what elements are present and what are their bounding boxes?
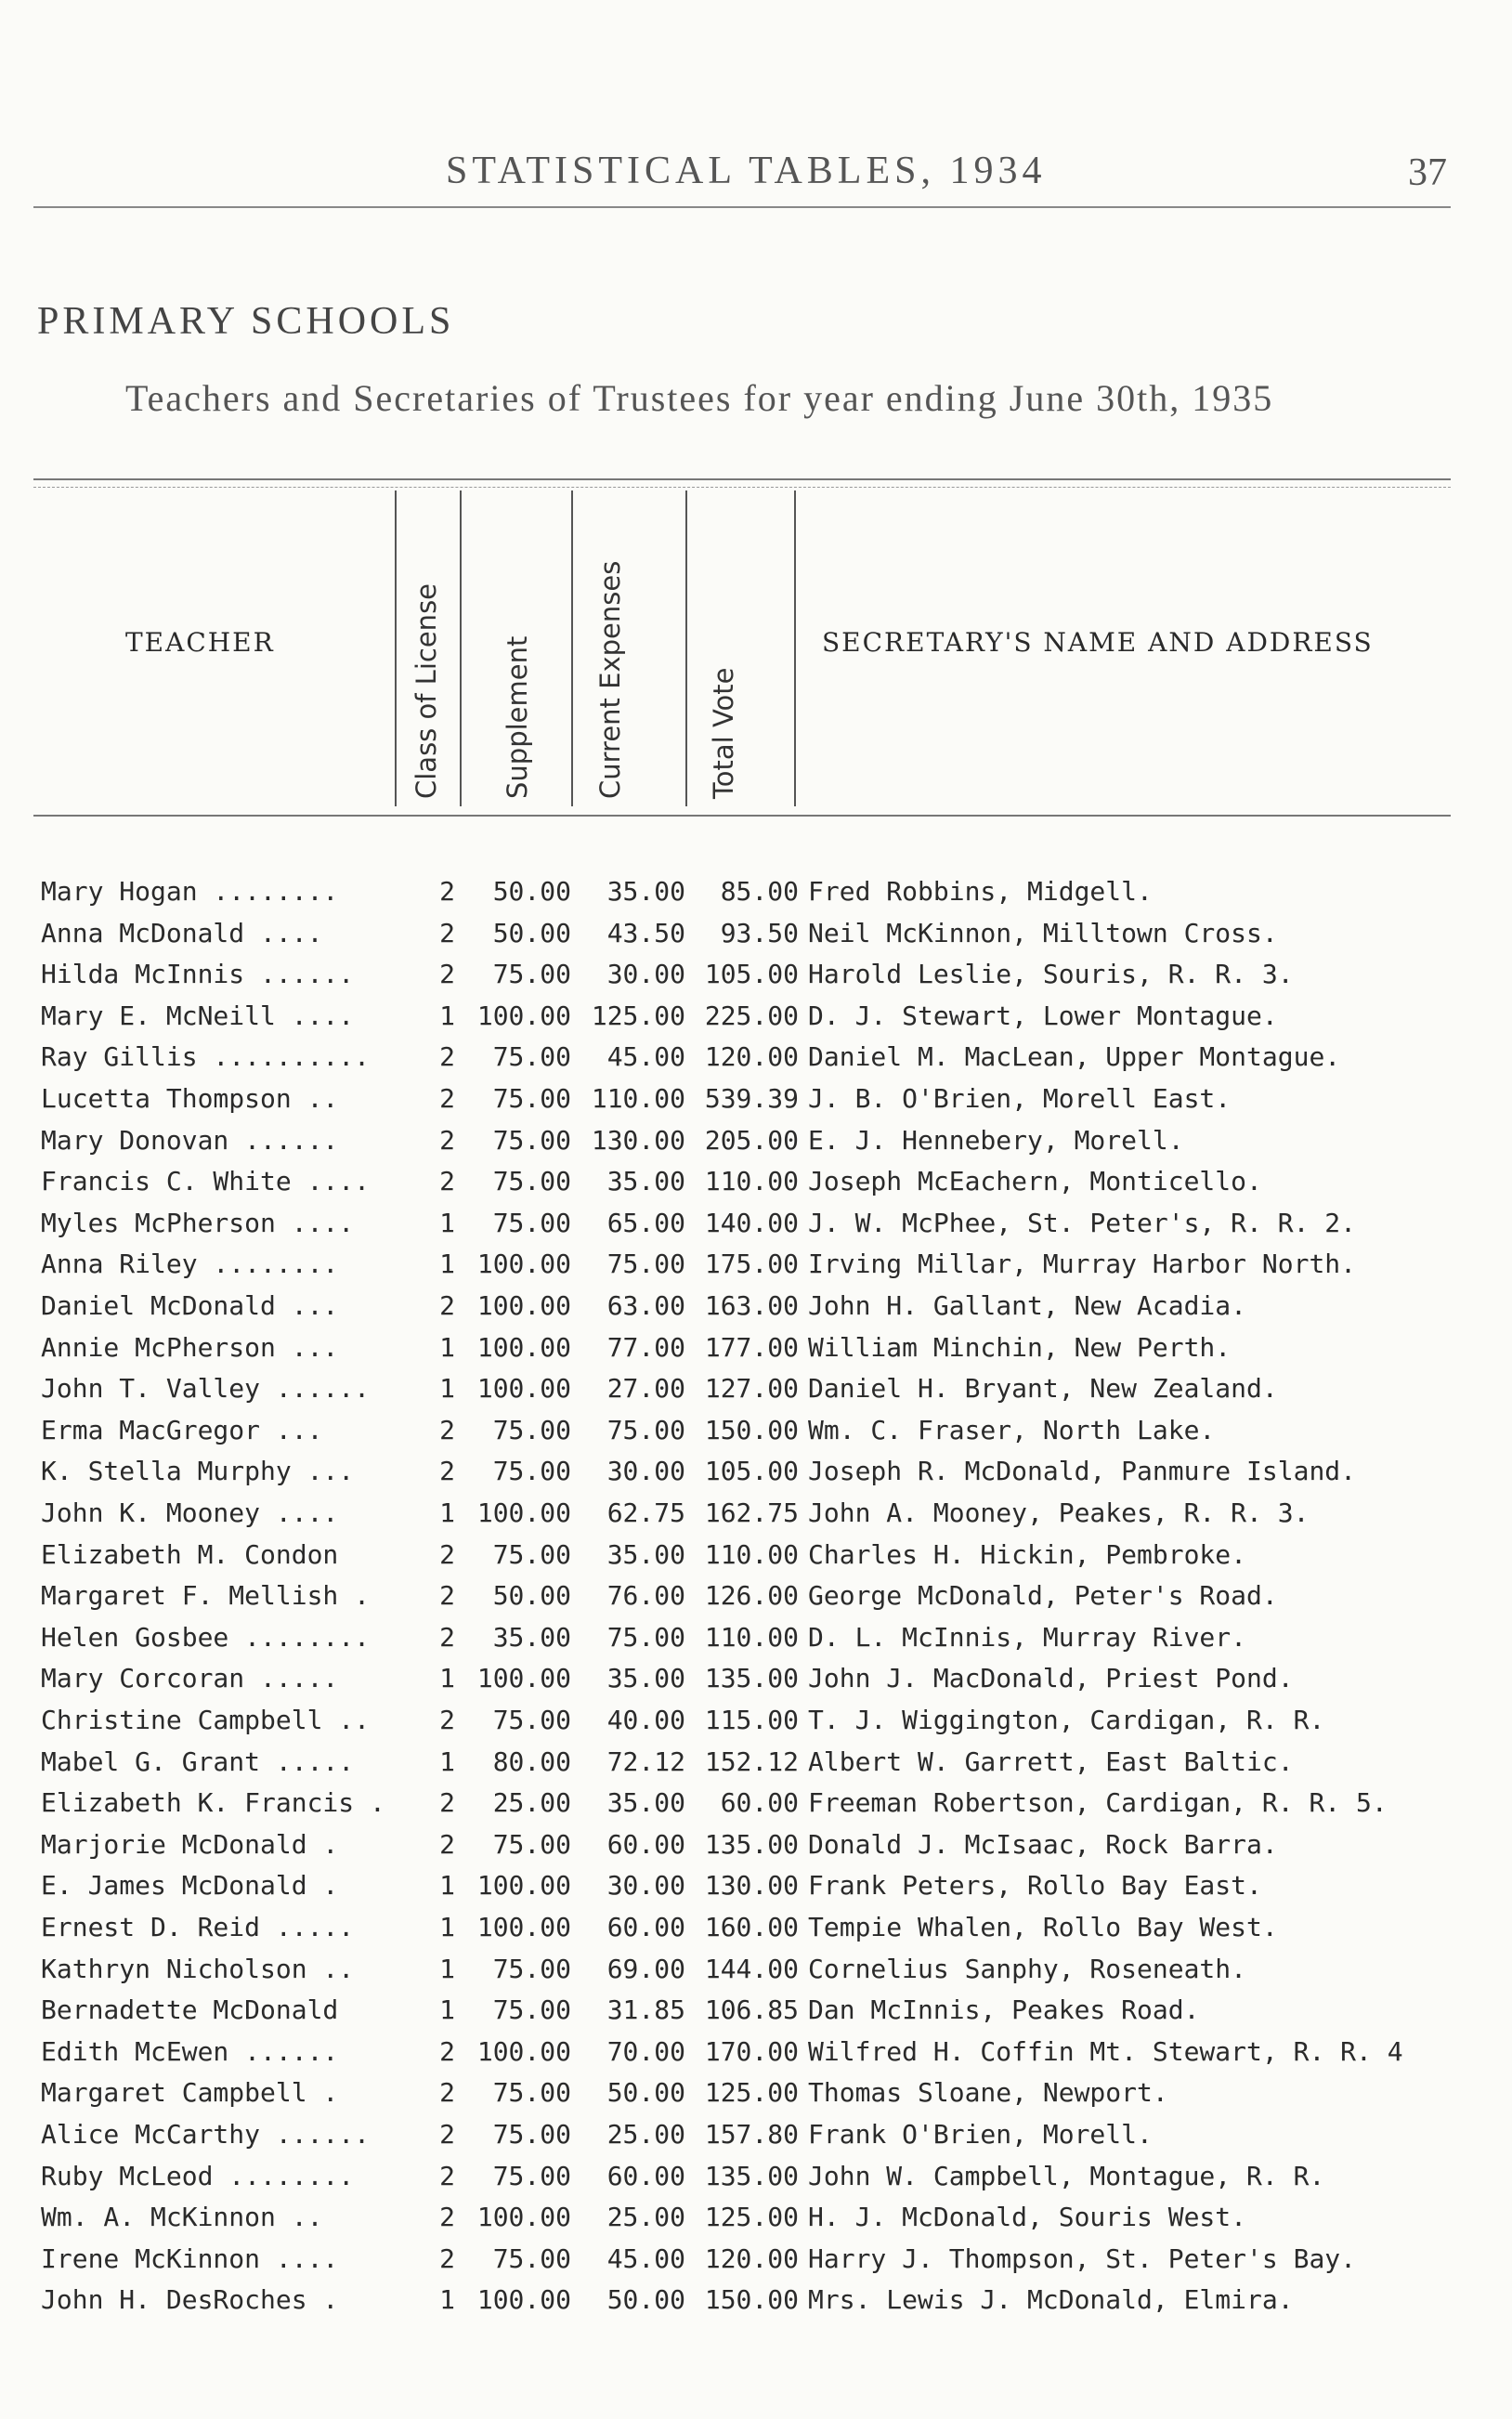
class-of-license-value: 1 bbox=[439, 1373, 455, 1405]
secretary-name-address: John W. Campbell, Montague, R. R. bbox=[808, 2160, 1325, 2191]
current-expenses-value: 70.00 bbox=[606, 2035, 685, 2067]
table-header-bottom-rule bbox=[33, 815, 1451, 817]
class-of-license-value: 1 bbox=[439, 1663, 455, 1694]
column-divider bbox=[395, 490, 397, 806]
teacher-name: Lucetta Thompson .. bbox=[41, 1083, 339, 1114]
column-header-teacher: TEACHER bbox=[125, 627, 275, 658]
class-of-license-value: 2 bbox=[439, 2035, 455, 2067]
column-header-current-expenses: Current Expenses bbox=[594, 560, 626, 799]
class-of-license-value: 1 bbox=[439, 1331, 455, 1363]
column-header-supplement: Supplement bbox=[502, 635, 533, 799]
secretary-name-address: Daniel M. MacLean, Upper Montague. bbox=[808, 1041, 1341, 1073]
column-divider bbox=[571, 490, 573, 806]
teacher-name: Kathryn Nicholson .. bbox=[41, 1953, 355, 1984]
supplement-value: 75.00 bbox=[492, 2242, 571, 2274]
table-row bbox=[0, 2239, 1512, 2280]
total-vote-value: 539.39 bbox=[704, 1083, 799, 1114]
secretary-name-address: Frank Peters, Rollo Bay East. bbox=[808, 1870, 1262, 1902]
teacher-name: Bernadette McDonald bbox=[41, 1994, 339, 2026]
supplement-value: 75.00 bbox=[492, 2077, 571, 2109]
secretary-name-address: Thomas Sloane, Newport. bbox=[808, 2077, 1168, 2109]
supplement-value: 100.00 bbox=[476, 1373, 571, 1405]
column-header-total-vote: Total Vote bbox=[708, 667, 739, 799]
supplement-value: 25.00 bbox=[492, 1787, 571, 1819]
class-of-license-value: 2 bbox=[439, 1705, 455, 1735]
table-row bbox=[0, 1120, 1512, 1161]
class-of-license-value: 1 bbox=[439, 1000, 455, 1031]
class-of-license-value: 2 bbox=[439, 1580, 455, 1612]
supplement-value: 100.00 bbox=[476, 1000, 571, 1031]
table-row bbox=[0, 1451, 1512, 1492]
current-expenses-value: 130.00 bbox=[591, 1124, 685, 1156]
secretary-name-address: Mrs. Lewis J. McDonald, Elmira. bbox=[808, 2284, 1294, 2316]
table-row bbox=[0, 1700, 1512, 1741]
total-vote-value: 125.00 bbox=[704, 2202, 799, 2233]
total-vote-value: 225.00 bbox=[704, 1000, 799, 1031]
supplement-value: 75.00 bbox=[492, 1414, 571, 1445]
teacher-name: Annie McPherson ... bbox=[41, 1331, 339, 1363]
total-vote-value: 157.80 bbox=[704, 2119, 799, 2150]
total-vote-value: 105.00 bbox=[704, 1456, 799, 1487]
total-vote-value: 126.00 bbox=[704, 1580, 799, 1612]
teacher-name: Irene McKinnon .... bbox=[41, 2242, 339, 2274]
table-row bbox=[0, 1907, 1512, 1948]
total-vote-value: 106.85 bbox=[704, 1994, 799, 2026]
secretary-name-address: D. J. Stewart, Lower Montague. bbox=[808, 1000, 1278, 1031]
teacher-name: Mabel G. Grant ..... bbox=[41, 1746, 355, 1777]
class-of-license-value: 2 bbox=[439, 1787, 455, 1819]
supplement-value: 75.00 bbox=[492, 1994, 571, 2026]
teacher-name: John K. Mooney .... bbox=[41, 1497, 339, 1528]
supplement-value: 75.00 bbox=[492, 1166, 571, 1197]
table-row bbox=[0, 2032, 1512, 2072]
supplement-value: 100.00 bbox=[476, 1912, 571, 1942]
column-header-secretary: SECRETARY'S NAME AND ADDRESS bbox=[822, 627, 1374, 658]
supplement-value: 75.00 bbox=[492, 1538, 571, 1570]
class-of-license-value: 1 bbox=[439, 1912, 455, 1942]
class-of-license-value: 1 bbox=[439, 1497, 455, 1528]
total-vote-value: 130.00 bbox=[704, 1870, 799, 1902]
table-row bbox=[0, 1535, 1512, 1576]
table-row bbox=[0, 954, 1512, 995]
teacher-name: Ernest D. Reid ..... bbox=[41, 1912, 355, 1942]
supplement-value: 50.00 bbox=[492, 1580, 571, 1612]
supplement-value: 75.00 bbox=[492, 1083, 571, 1114]
current-expenses-value: 35.00 bbox=[606, 1663, 685, 1694]
teacher-name: Christine Campbell .. bbox=[41, 1705, 371, 1735]
current-expenses-value: 25.00 bbox=[606, 2202, 685, 2233]
secretary-name-address: Harold Leslie, Souris, R. R. 3. bbox=[808, 959, 1294, 990]
current-expenses-value: 27.00 bbox=[606, 1373, 685, 1405]
secretary-name-address: T. J. Wiggington, Cardigan, R. R. bbox=[808, 1705, 1325, 1735]
current-expenses-value: 75.00 bbox=[606, 1621, 685, 1653]
total-vote-value: 93.50 bbox=[720, 917, 799, 948]
supplement-value: 75.00 bbox=[492, 1953, 571, 1984]
supplement-value: 75.00 bbox=[492, 1705, 571, 1735]
total-vote-value: 140.00 bbox=[704, 1207, 799, 1238]
secretary-name-address: Neil McKinnon, Milltown Cross. bbox=[808, 917, 1278, 948]
total-vote-value: 85.00 bbox=[720, 876, 799, 907]
current-expenses-value: 62.75 bbox=[606, 1497, 685, 1528]
secretary-name-address: J. B. O'Brien, Morell East. bbox=[808, 1083, 1232, 1114]
supplement-value: 35.00 bbox=[492, 1621, 571, 1653]
page-number: 37 bbox=[1408, 151, 1447, 194]
teacher-name: Mary E. McNeill .... bbox=[41, 1000, 355, 1031]
total-vote-value: 144.00 bbox=[704, 1953, 799, 1984]
table-row bbox=[0, 1368, 1512, 1409]
class-of-license-value: 2 bbox=[439, 2202, 455, 2233]
total-vote-value: 120.00 bbox=[704, 1041, 799, 1073]
supplement-value: 100.00 bbox=[476, 1249, 571, 1280]
teacher-name: Margaret F. Mellish . bbox=[41, 1580, 371, 1612]
supplement-value: 100.00 bbox=[476, 1290, 571, 1321]
table-row bbox=[0, 1783, 1512, 1824]
current-expenses-value: 69.00 bbox=[606, 1953, 685, 1984]
total-vote-value: 152.12 bbox=[704, 1746, 799, 1777]
class-of-license-value: 2 bbox=[439, 1083, 455, 1114]
current-expenses-value: 76.00 bbox=[606, 1580, 685, 1612]
total-vote-value: 135.00 bbox=[704, 1663, 799, 1694]
column-divider bbox=[794, 490, 796, 806]
teacher-name: K. Stella Murphy ... bbox=[41, 1456, 355, 1487]
table-row bbox=[0, 2072, 1512, 2113]
class-of-license-value: 2 bbox=[439, 1166, 455, 1197]
supplement-value: 50.00 bbox=[492, 876, 571, 907]
teacher-name: Anna McDonald .... bbox=[41, 917, 323, 948]
current-expenses-value: 75.00 bbox=[606, 1414, 685, 1445]
class-of-license-value: 2 bbox=[439, 1414, 455, 1445]
teacher-name: Elizabeth M. Condon bbox=[41, 1538, 339, 1570]
table-row bbox=[0, 871, 1512, 912]
supplement-value: 80.00 bbox=[492, 1746, 571, 1777]
secretary-name-address: E. J. Hennebery, Morell. bbox=[808, 1124, 1184, 1156]
supplement-value: 75.00 bbox=[492, 2160, 571, 2191]
table-row bbox=[0, 1203, 1512, 1244]
teacher-name: Daniel McDonald ... bbox=[41, 1290, 339, 1321]
table-row bbox=[0, 1410, 1512, 1451]
secretary-name-address: John A. Mooney, Peakes, R. R. 3. bbox=[808, 1497, 1310, 1528]
total-vote-value: 170.00 bbox=[704, 2035, 799, 2067]
supplement-value: 100.00 bbox=[476, 2035, 571, 2067]
table-row bbox=[0, 1576, 1512, 1616]
current-expenses-value: 40.00 bbox=[606, 1705, 685, 1735]
table-row bbox=[0, 1037, 1512, 1078]
class-of-license-value: 2 bbox=[439, 1621, 455, 1653]
table-row bbox=[0, 1617, 1512, 1658]
current-expenses-value: 75.00 bbox=[606, 1249, 685, 1280]
supplement-value: 75.00 bbox=[492, 1207, 571, 1238]
teacher-name: Mary Hogan ........ bbox=[41, 876, 339, 907]
secretary-name-address: Charles H. Hickin, Pembroke. bbox=[808, 1538, 1247, 1570]
class-of-license-value: 1 bbox=[439, 2284, 455, 2316]
class-of-license-value: 1 bbox=[439, 1994, 455, 2026]
total-vote-value: 125.00 bbox=[704, 2077, 799, 2109]
table-row bbox=[0, 2280, 1512, 2321]
total-vote-value: 163.00 bbox=[704, 1290, 799, 1321]
secretary-name-address: George McDonald, Peter's Road. bbox=[808, 1580, 1278, 1612]
total-vote-value: 127.00 bbox=[704, 1373, 799, 1405]
class-of-license-value: 2 bbox=[439, 1290, 455, 1321]
table-row bbox=[0, 1742, 1512, 1783]
secretary-name-address: Cornelius Sanphy, Roseneath. bbox=[808, 1953, 1247, 1984]
teacher-name: Ray Gillis .......... bbox=[41, 1041, 371, 1073]
column-header-class-of-license: Class of License bbox=[411, 582, 442, 799]
class-of-license-value: 2 bbox=[439, 1041, 455, 1073]
teacher-name: Edith McEwen ...... bbox=[41, 2035, 339, 2067]
secretary-name-address: William Minchin, New Perth. bbox=[808, 1331, 1232, 1363]
secretary-name-address: Wilfred H. Coffin Mt. Stewart, R. R. 4 bbox=[808, 2035, 1403, 2067]
current-expenses-value: 31.85 bbox=[606, 1994, 685, 2026]
teacher-name: E. James McDonald . bbox=[41, 1870, 339, 1902]
secretary-name-address: Irving Millar, Murray Harbor North. bbox=[808, 1249, 1357, 1280]
current-expenses-value: 110.00 bbox=[591, 1083, 685, 1114]
total-vote-value: 150.00 bbox=[704, 2284, 799, 2316]
table-row bbox=[0, 1990, 1512, 2031]
supplement-value: 75.00 bbox=[492, 1124, 571, 1156]
class-of-license-value: 1 bbox=[439, 1746, 455, 1777]
teacher-name: Alice McCarthy ...... bbox=[41, 2119, 371, 2150]
total-vote-value: 105.00 bbox=[704, 959, 799, 990]
teacher-name: Margaret Campbell . bbox=[41, 2077, 339, 2109]
current-expenses-value: 45.00 bbox=[606, 2242, 685, 2274]
teacher-name: Mary Corcoran ..... bbox=[41, 1663, 339, 1694]
total-vote-value: 205.00 bbox=[704, 1124, 799, 1156]
class-of-license-value: 2 bbox=[439, 959, 455, 990]
teacher-name: Ruby McLeod ........ bbox=[41, 2160, 355, 2191]
supplement-value: 75.00 bbox=[492, 2119, 571, 2150]
supplement-value: 75.00 bbox=[492, 1828, 571, 1860]
current-expenses-value: 77.00 bbox=[606, 1331, 685, 1363]
current-expenses-value: 60.00 bbox=[606, 1828, 685, 1860]
secretary-name-address: Daniel H. Bryant, New Zealand. bbox=[808, 1373, 1278, 1405]
current-expenses-value: 43.50 bbox=[606, 917, 685, 948]
total-vote-value: 175.00 bbox=[704, 1249, 799, 1280]
table-row bbox=[0, 2114, 1512, 2155]
class-of-license-value: 2 bbox=[439, 2160, 455, 2191]
class-of-license-value: 2 bbox=[439, 2119, 455, 2150]
supplement-value: 100.00 bbox=[476, 1497, 571, 1528]
supplement-value: 75.00 bbox=[492, 1456, 571, 1487]
table-top-dashed-rule bbox=[33, 487, 1451, 488]
table-row bbox=[0, 1079, 1512, 1119]
class-of-license-value: 1 bbox=[439, 1953, 455, 1984]
secretary-name-address: D. L. McInnis, Murray River. bbox=[808, 1621, 1247, 1653]
class-of-license-value: 2 bbox=[439, 876, 455, 907]
current-expenses-value: 60.00 bbox=[606, 2160, 685, 2191]
class-of-license-value: 2 bbox=[439, 1538, 455, 1570]
current-expenses-value: 60.00 bbox=[606, 1912, 685, 1942]
column-divider bbox=[460, 490, 462, 806]
table-row bbox=[0, 1327, 1512, 1368]
table-row bbox=[0, 1949, 1512, 1990]
running-title: STATISTICAL TABLES, 1934 bbox=[446, 150, 1047, 192]
secretary-name-address: John H. Gallant, New Acadia. bbox=[808, 1290, 1247, 1321]
secretary-name-address: Wm. C. Fraser, North Lake. bbox=[808, 1414, 1216, 1445]
secretary-name-address: Joseph R. McDonald, Panmure Island. bbox=[808, 1456, 1357, 1487]
class-of-license-value: 2 bbox=[439, 917, 455, 948]
supplement-value: 50.00 bbox=[492, 917, 571, 948]
total-vote-value: 120.00 bbox=[704, 2242, 799, 2274]
secretary-name-address: Tempie Whalen, Rollo Bay West. bbox=[808, 1912, 1278, 1942]
current-expenses-value: 50.00 bbox=[606, 2077, 685, 2109]
current-expenses-value: 30.00 bbox=[606, 1456, 685, 1487]
section-subtitle: Teachers and Secretaries of Trustees for year ending June 30th, 1935 bbox=[125, 377, 1274, 419]
teacher-name: John H. DesRoches . bbox=[41, 2284, 339, 2316]
current-expenses-value: 35.00 bbox=[606, 1166, 685, 1197]
table-row bbox=[0, 1658, 1512, 1699]
total-vote-value: 110.00 bbox=[704, 1166, 799, 1197]
supplement-value: 100.00 bbox=[476, 2202, 571, 2233]
table-row bbox=[0, 2197, 1512, 2238]
current-expenses-value: 30.00 bbox=[606, 959, 685, 990]
total-vote-value: 160.00 bbox=[704, 1912, 799, 1942]
class-of-license-value: 1 bbox=[439, 1207, 455, 1238]
supplement-value: 100.00 bbox=[476, 1663, 571, 1694]
total-vote-value: 110.00 bbox=[704, 1621, 799, 1653]
secretary-name-address: Dan McInnis, Peakes Road. bbox=[808, 1994, 1200, 2026]
current-expenses-value: 72.12 bbox=[606, 1746, 685, 1777]
teacher-name: Myles McPherson .... bbox=[41, 1207, 355, 1238]
table-row bbox=[0, 1286, 1512, 1327]
class-of-license-value: 2 bbox=[439, 1828, 455, 1860]
teacher-name: Marjorie McDonald . bbox=[41, 1828, 339, 1860]
table-row bbox=[0, 996, 1512, 1037]
current-expenses-value: 125.00 bbox=[591, 1000, 685, 1031]
total-vote-value: 135.00 bbox=[704, 1828, 799, 1860]
teacher-name: Elizabeth K. Francis . bbox=[41, 1787, 385, 1819]
column-divider bbox=[685, 490, 687, 806]
teacher-name: Anna Riley ........ bbox=[41, 1249, 339, 1280]
class-of-license-value: 2 bbox=[439, 1456, 455, 1487]
secretary-name-address: Frank O'Brien, Morell. bbox=[808, 2119, 1153, 2150]
total-vote-value: 60.00 bbox=[720, 1787, 799, 1819]
total-vote-value: 177.00 bbox=[704, 1331, 799, 1363]
class-of-license-value: 2 bbox=[439, 2242, 455, 2274]
current-expenses-value: 25.00 bbox=[606, 2119, 685, 2150]
current-expenses-value: 50.00 bbox=[606, 2284, 685, 2316]
secretary-name-address: Freeman Robertson, Cardigan, R. R. 5. bbox=[808, 1787, 1388, 1819]
secretary-name-address: Harry J. Thompson, St. Peter's Bay. bbox=[808, 2242, 1357, 2274]
table-row bbox=[0, 1493, 1512, 1534]
teacher-name: Erma MacGregor ... bbox=[41, 1414, 323, 1445]
supplement-value: 75.00 bbox=[492, 1041, 571, 1073]
current-expenses-value: 35.00 bbox=[606, 1787, 685, 1819]
table-row bbox=[0, 1244, 1512, 1285]
total-vote-value: 135.00 bbox=[704, 2160, 799, 2191]
table-top-rule bbox=[33, 478, 1451, 480]
table-row bbox=[0, 2156, 1512, 2197]
supplement-value: 100.00 bbox=[476, 2284, 571, 2316]
current-expenses-value: 63.00 bbox=[606, 1290, 685, 1321]
teacher-name: Mary Donovan ...... bbox=[41, 1124, 339, 1156]
current-expenses-value: 45.00 bbox=[606, 1041, 685, 1073]
current-expenses-value: 30.00 bbox=[606, 1870, 685, 1902]
table-row bbox=[0, 1865, 1512, 1906]
secretary-name-address: Albert W. Garrett, East Baltic. bbox=[808, 1746, 1294, 1777]
secretary-name-address: Joseph McEachern, Monticello. bbox=[808, 1166, 1262, 1197]
class-of-license-value: 1 bbox=[439, 1249, 455, 1280]
total-vote-value: 162.75 bbox=[704, 1497, 799, 1528]
secretary-name-address: Donald J. McIsaac, Rock Barra. bbox=[808, 1828, 1278, 1860]
table-row bbox=[0, 1824, 1512, 1865]
secretary-name-address: J. W. McPhee, St. Peter's, R. R. 2. bbox=[808, 1207, 1357, 1238]
supplement-value: 100.00 bbox=[476, 1870, 571, 1902]
secretary-name-address: H. J. McDonald, Souris West. bbox=[808, 2202, 1247, 2233]
current-expenses-value: 35.00 bbox=[606, 1538, 685, 1570]
class-of-license-value: 1 bbox=[439, 1870, 455, 1902]
secretary-name-address: John J. MacDonald, Priest Pond. bbox=[808, 1663, 1294, 1694]
teacher-name: Hilda McInnis ...... bbox=[41, 959, 355, 990]
current-expenses-value: 35.00 bbox=[606, 876, 685, 907]
teacher-name: Wm. A. McKinnon .. bbox=[41, 2202, 323, 2233]
section-title: PRIMARY SCHOOLS bbox=[37, 300, 455, 343]
current-expenses-value: 65.00 bbox=[606, 1207, 685, 1238]
teacher-name: Helen Gosbee ........ bbox=[41, 1621, 371, 1653]
teacher-name: John T. Valley ...... bbox=[41, 1373, 371, 1405]
total-vote-value: 150.00 bbox=[704, 1414, 799, 1445]
secretary-name-address: Fred Robbins, Midgell. bbox=[808, 876, 1153, 907]
table-row bbox=[0, 1161, 1512, 1202]
class-of-license-value: 2 bbox=[439, 2077, 455, 2109]
class-of-license-value: 2 bbox=[439, 1124, 455, 1156]
teacher-name: Francis C. White .... bbox=[41, 1166, 371, 1197]
table-row bbox=[0, 913, 1512, 954]
header-rule bbox=[33, 206, 1451, 208]
supplement-value: 75.00 bbox=[492, 959, 571, 990]
total-vote-value: 115.00 bbox=[704, 1705, 799, 1735]
supplement-value: 100.00 bbox=[476, 1331, 571, 1363]
total-vote-value: 110.00 bbox=[704, 1538, 799, 1570]
